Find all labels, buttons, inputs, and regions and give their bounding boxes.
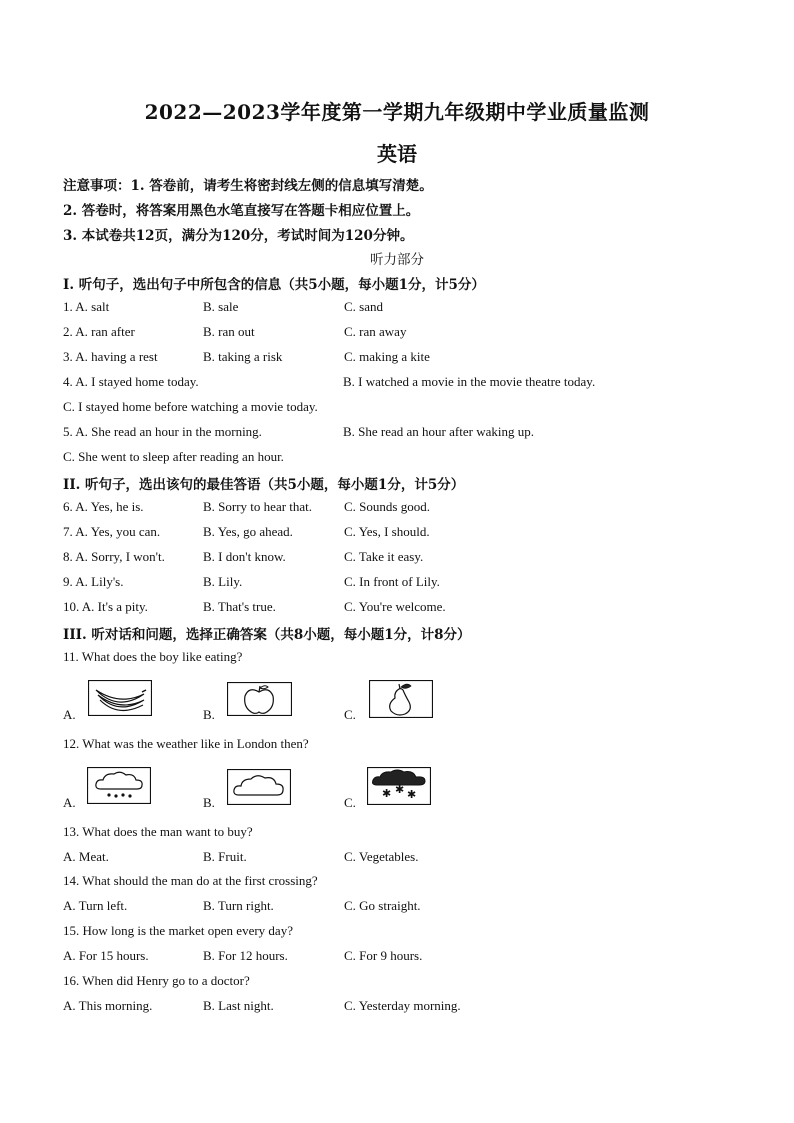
note-1: 注意事项：1. 答卷前，请考生将密封线左侧的信息填写清楚。 xyxy=(63,178,433,194)
q16-option-c: C. Yesterday morning. xyxy=(344,998,461,1013)
q3-option-a: 3. A. having a rest xyxy=(63,349,158,364)
q11-option-a: A. xyxy=(63,707,76,722)
exam-title: 2022—2023学年度第一学期九年级期中学业质量监测 xyxy=(144,100,650,124)
q8-option-b: B. I don't know. xyxy=(203,549,286,564)
q8-option-a: 8. A. Sorry, I won't. xyxy=(63,549,165,564)
subject-title: 英语 xyxy=(377,142,417,166)
q1-option-a: 1. A. salt xyxy=(63,299,110,314)
q5-option-c: C. She went to sleep after reading an hour. xyxy=(63,449,284,464)
bananas-icon xyxy=(88,680,152,716)
section-3-heading: III. 听对话和问题，选择正确答案（共8小题，每小题1分，计8分） xyxy=(63,627,471,643)
svg-text:✱: ✱ xyxy=(382,787,392,800)
q13-stem: 13. What does the man want to buy? xyxy=(63,824,253,839)
q11-option-c: C. xyxy=(344,707,356,722)
section-1-heading: I. 听句子，选出句子中所包含的信息（共5小题，每小题1分，计5分） xyxy=(63,277,485,293)
q1-option-c: C. sand xyxy=(344,299,383,314)
q15-option-a: A. For 15 hours. xyxy=(63,948,149,963)
q10-option-c: C. You're welcome. xyxy=(344,599,446,614)
q16-option-b: B. Last night. xyxy=(203,998,274,1013)
q7-option-b: B. Yes, go ahead. xyxy=(203,524,293,539)
q6-option-b: B. Sorry to hear that. xyxy=(203,499,313,514)
snow-cloud-icon xyxy=(367,767,431,805)
q12-option-a: A. xyxy=(63,795,76,810)
q7-option-c: C. Yes, I should. xyxy=(344,524,430,539)
q15-option-b: B. For 12 hours. xyxy=(203,948,288,963)
q11-option-b: B. xyxy=(203,707,215,722)
svg-text:✱: ✱ xyxy=(395,783,405,796)
q12-stem: 12. What was the weather like in London then? xyxy=(63,736,309,751)
q2-option-c: C. ran away xyxy=(344,324,407,339)
q3-option-b: B. taking a risk xyxy=(203,349,283,364)
q11-stem: 11. What does the boy like eating? xyxy=(63,649,243,664)
q4-option-a: 4. A. I stayed home today. xyxy=(63,374,199,389)
rain-cloud-icon xyxy=(87,767,151,804)
q6-option-a: 6. A. Yes, he is. xyxy=(63,499,144,514)
q4-option-b: B. I watched a movie in the movie theatre today. xyxy=(343,374,596,389)
q15-option-c: C. For 9 hours. xyxy=(344,948,423,963)
q12-option-b: B. xyxy=(203,795,215,810)
q14-option-a: A. Turn left. xyxy=(63,898,128,913)
q13-option-a: A. Meat. xyxy=(63,849,109,864)
q14-stem: 14. What should the man do at the first crossing? xyxy=(63,873,318,888)
q3-option-c: C. making a kite xyxy=(344,349,430,364)
q9-option-c: C. In front of Lily. xyxy=(344,574,440,589)
q10-option-b: B. That's true. xyxy=(203,599,276,614)
q2-option-b: B. ran out xyxy=(203,324,255,339)
q5-option-a: 5. A. She read an hour in the morning. xyxy=(63,424,262,439)
q14-option-b: B. Turn right. xyxy=(203,898,274,913)
q9-option-a: 9. A. Lily's. xyxy=(63,574,124,589)
q7-option-a: 7. A. Yes, you can. xyxy=(63,524,161,539)
q10-option-a: 10. A. It's a pity. xyxy=(63,599,148,614)
q4-option-c: C. I stayed home before watching a movie today. xyxy=(63,399,318,414)
pear-icon xyxy=(369,680,433,718)
note-2: 2. 答卷时，将答案用黑色水笔直接写在答题卡相应位置上。 xyxy=(63,203,420,219)
svg-text:✱: ✱ xyxy=(407,788,417,801)
q15-stem: 15. How long is the market open every day? xyxy=(63,923,293,938)
q2-option-a: 2. A. ran after xyxy=(63,324,135,339)
apple-icon xyxy=(227,682,292,716)
section-2-heading: II. 听句子，选出该句的最佳答语（共5小题，每小题1分，计5分） xyxy=(63,477,465,493)
q13-option-c: C. Vegetables. xyxy=(344,849,419,864)
q8-option-c: C. Take it easy. xyxy=(344,549,424,564)
q13-option-b: B. Fruit. xyxy=(203,849,247,864)
q5-option-b: B. She read an hour after waking up. xyxy=(343,424,534,439)
q16-option-a: A. This morning. xyxy=(63,998,153,1013)
q12-option-c: C. xyxy=(344,795,356,810)
note-3: 3. 本试卷共12页，满分为120分，考试时间为120分钟。 xyxy=(63,228,414,244)
q14-option-c: C. Go straight. xyxy=(344,898,421,913)
cloud-icon xyxy=(227,769,291,805)
part-title: 听力部分 xyxy=(370,252,424,268)
q16-stem: 16. When did Henry go to a doctor? xyxy=(63,973,250,988)
q6-option-c: C. Sounds good. xyxy=(344,499,430,514)
q1-option-b: B. sale xyxy=(203,299,239,314)
q9-option-b: B. Lily. xyxy=(203,574,243,589)
